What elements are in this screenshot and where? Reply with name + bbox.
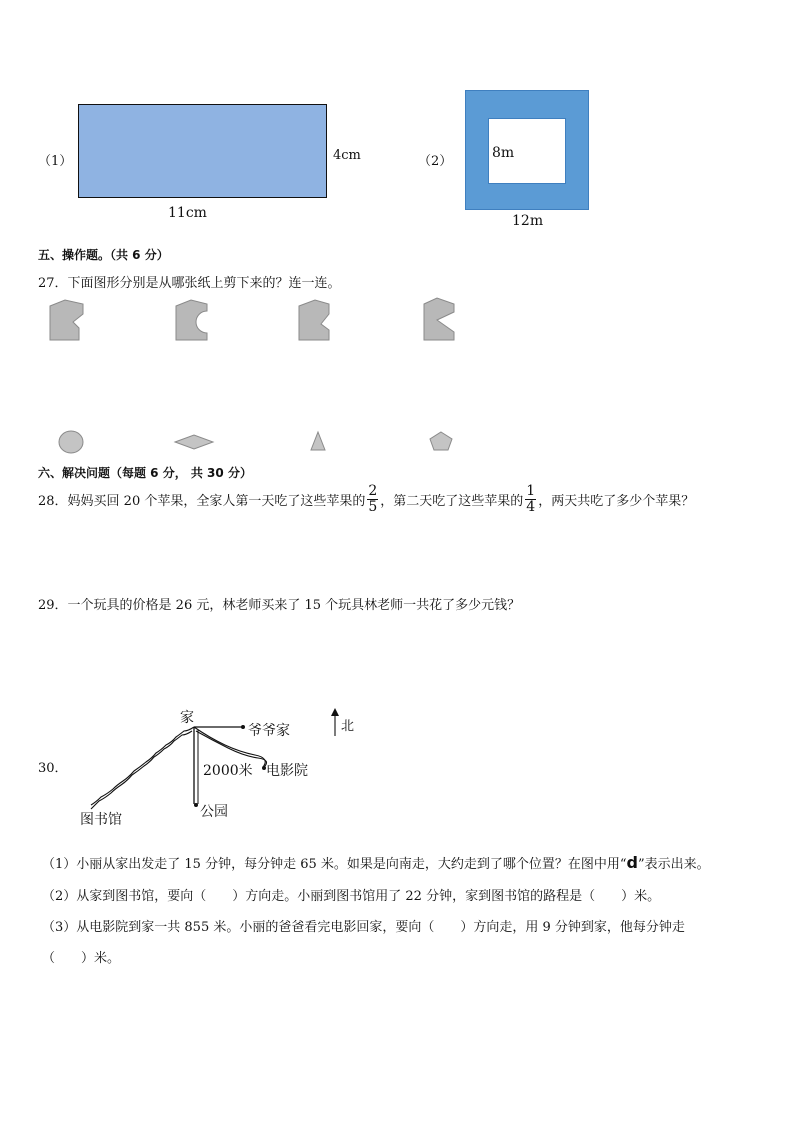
map-label-grandpa: 爷爷家 — [248, 723, 290, 739]
folded-paper-4 — [424, 298, 454, 340]
map-label-distance: 2000米 — [203, 763, 253, 779]
folded-paper-3 — [299, 300, 329, 340]
cutout-shapes-row — [55, 428, 455, 458]
folded-paper-2 — [176, 300, 207, 340]
section-6-title: 六、解决问题（每题 6 分， 共 30 分） — [38, 466, 252, 480]
q28-text-2: ，第二天吃了这些苹果的 — [380, 494, 524, 509]
question-30-part-1: （1）小丽从家出发走了 15 分钟，每分钟走 65 米。如果是向南走，大约走到了哪个位置？在图中用“d”表示出来。 — [42, 853, 710, 872]
square-frame — [465, 90, 589, 210]
question-29: 29．一个玩具的价格是 26 元，林老师买来了 15 个玩具林老师一共花了多少元钱？ — [38, 598, 521, 613]
inner-length-label: 8m — [492, 145, 515, 161]
rect-height-label: 4cm — [333, 148, 361, 163]
question-30-number: 30． — [38, 761, 68, 776]
map-label-park: 公园 — [200, 804, 228, 820]
marker-symbol: d — [626, 853, 638, 872]
question-30-part-3: （3）从电影院到家一共 855 米。小丽的爸爸看完电影回家，要向（ ）方向走，用 9 分钟到家，他每分钟走 — [42, 920, 685, 935]
question-30-part-3-cont: （ ）米。 — [42, 951, 121, 966]
diamond-shape — [175, 435, 213, 449]
question-27: 27．下面图形分别是从哪张纸上剪下来的？连一连。 — [38, 276, 341, 291]
fraction-one-fourth: $\frac{1}{4}$ — [526, 483, 536, 515]
figure-1-label: （1） — [38, 154, 73, 169]
circle-shape — [59, 431, 83, 453]
pentagon-shape — [430, 432, 452, 450]
question-30-part-2: （2）从家到图书馆，要向（ ）方向走。小丽到图书馆用了 22 分钟，家到图书馆的路程是（ ）米。 — [42, 889, 661, 904]
section-5-title: 五、操作题。（共 6 分） — [38, 248, 169, 262]
blue-rectangle — [78, 104, 327, 198]
triangle-shape — [311, 432, 325, 450]
fraction-two-fifths: $\frac{2}{5}$ — [368, 483, 378, 515]
map-label-north: 北 — [341, 719, 355, 734]
question-28 — [38, 484, 694, 515]
map-label-home: 家 — [180, 710, 194, 726]
q28-text-3: ，两天共吃了多少个苹果？ — [538, 494, 695, 509]
figure-2-label: （2） — [418, 154, 453, 169]
rect-width-label: 11cm — [168, 205, 207, 221]
map-label-library: 图书馆 — [80, 812, 122, 828]
map-label-cinema: 电影院 — [266, 763, 308, 779]
folded-paper-row — [45, 296, 465, 346]
outer-length-label: 12m — [512, 213, 544, 229]
q28-text-1: 28．妈妈买回 20 个苹果，全家人第一天吃了这些苹果的 — [38, 494, 366, 509]
folded-paper-1 — [50, 300, 83, 340]
